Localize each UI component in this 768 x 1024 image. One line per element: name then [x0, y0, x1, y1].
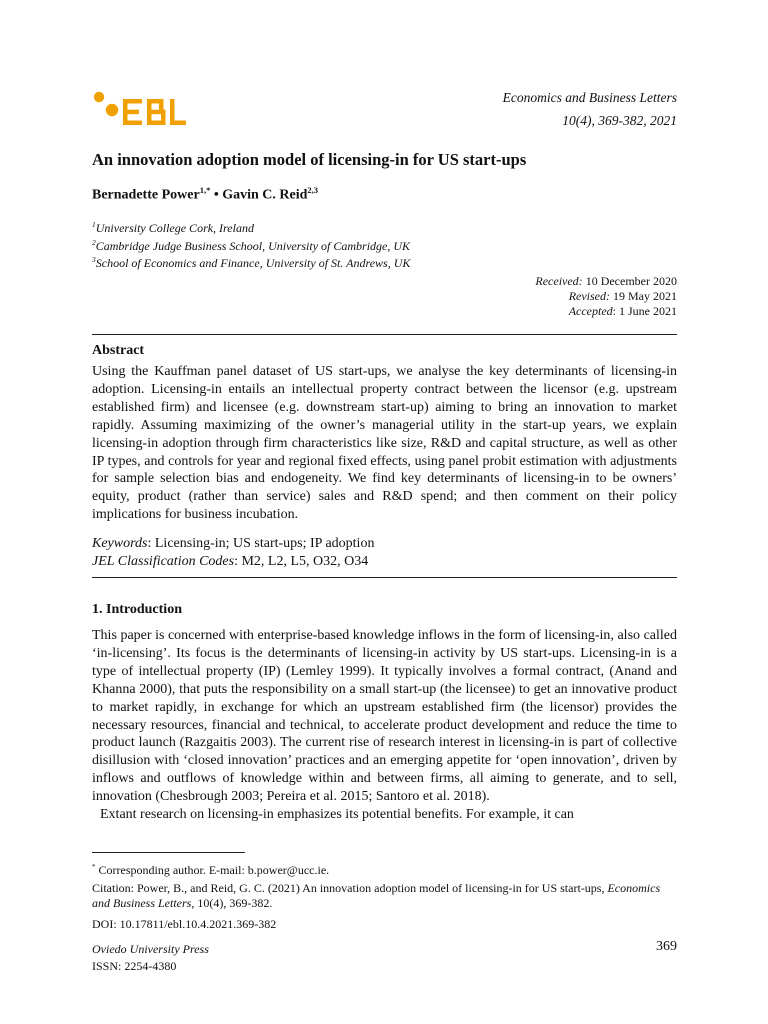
author-name: Bernadette Power [92, 187, 200, 203]
affiliation-mark: 2 [92, 237, 96, 247]
author-marks: 1,* [199, 185, 211, 195]
date-label: Revised: [568, 289, 610, 303]
divider [92, 334, 677, 335]
doi: DOI: 10.17811/ebl.10.4.2021.369-382 [92, 917, 277, 931]
abstract-heading: Abstract [92, 343, 145, 358]
affiliation-item [92, 218, 410, 236]
affiliation-text: University College Cork, Ireland [95, 221, 254, 235]
footnote-text: Corresponding author. E-mail: b.power@ucc.ie. [98, 863, 330, 877]
introduction-paragraph: This paper is concerned with enterprise-based knowledge inflows in the form of licensing-in, also called ‘in-licensing’. Its focus is the determinants of licensing-in activity by US start-ups. Licensing-in is a type of intellectual property (IP) (Lemley 1999). It typically involves a formal contract, (Anand and Khanna 2000), that puts the responsibility on a small start-up (the licensee) to get an innovative product to market rapidly, in exchange for which an upstream established firm (the licensor) provides the necessary resources, financial and technical, to accelerate product development and reduce the time to product launch (Razgaitis 2003). The current rise of research interest in licensing-in is part of collective disillusion with ‘closed innovation’ practices and an emerging appetite for ‘open innovation’, driven by inflows and outflows of knowledge within and between firms, all aiming to generate, and to sell, innovation (Chesbrough 2003; Pereira et al. 2015; Santoro et al. 2018). [92, 628, 677, 805]
affiliation-text: School of Economics and Finance, University of St. Andrews, UK [95, 256, 411, 270]
article-title: An innovation adoption model of licensing-in for US start-ups [92, 150, 527, 169]
keywords-line [92, 535, 374, 553]
citation-text: 10(4), 369-382. [194, 896, 273, 910]
author-marks: 2,3 [307, 185, 319, 195]
date-value: 19 May 2021 [613, 289, 677, 303]
affiliation-item [92, 236, 410, 254]
author-separator: • [213, 187, 219, 203]
keywords-value: : Licensing-in; US start-ups; IP adoption [147, 536, 375, 551]
page-number: 369 [656, 939, 677, 954]
jel-line [92, 553, 374, 571]
date-label: Accepted [568, 304, 613, 318]
received-date [535, 274, 677, 289]
page-footer [92, 941, 209, 975]
citation-text: Citation: Power, B., and Reid, G. C. (2021) An innovation adoption model of licensing-in for US start-ups, [92, 881, 608, 895]
paragraph-text: Extant research on licensing-in emphasizes its potential benefits. For example, it can [100, 807, 574, 822]
date-label: Received: [535, 274, 583, 288]
author-name: Gavin C. Reid [222, 187, 308, 203]
footnote-divider [92, 852, 245, 853]
affiliation-item [92, 253, 410, 271]
introduction-paragraph [92, 806, 677, 824]
author-list [92, 185, 318, 204]
journal-logo [92, 90, 187, 126]
affiliation-text: Cambridge Judge Business School, University of Cambridge, UK [95, 238, 411, 253]
journal-volume: 10(4), 369-382, 2021 [562, 113, 677, 128]
date-value: : 1 June 2021 [612, 304, 677, 318]
affiliation-mark: 3 [92, 255, 96, 264]
issn: ISSN: 2254-4380 [92, 959, 177, 973]
footnote-mark: * [92, 863, 96, 871]
accepted-date [535, 304, 677, 319]
journal-name: Economics and Business Letters [502, 90, 677, 105]
revised-date [535, 289, 677, 304]
jel-value: : M2, L2, L5, O32, O34 [234, 553, 369, 569]
jel-label: JEL Classification Codes [92, 553, 235, 569]
citation-journal: Economics and Business Letters, [92, 881, 661, 910]
affiliation-mark: 1 [92, 220, 96, 229]
article-dates [535, 274, 677, 319]
keywords-block [92, 535, 374, 570]
journal-header [503, 86, 677, 132]
keywords-label: Keywords [92, 536, 148, 551]
abstract-text: Using the Kauffman panel dataset of US start-ups, we analyse the key determinants of licensing-in adoption. Licensing-in entails an intellectual property contract between the licensor (e.g. upstream established firm) and licensee (e.g. downstream start-up) aiming to bring an innovation to market rapidly. Assuming maximizing of the owner’s managerial utility in the start-up years, we explain licensing-in adoption through firm characteristics like size, R&D and capital structure, as well as other IP types, and controls for year and regional fixed effects, using panel probit estimation with adjustments for sample selection bias and endogeneity. We find key determinants of licensing-in to be owners’ equity, product (rather than service) sales and R&D spend; and then comment on their policy implications for business incubation. [92, 364, 677, 523]
publisher-name: Oviedo University Press [92, 942, 209, 956]
divider [92, 577, 677, 578]
citation-footnote [92, 881, 677, 911]
introduction-heading: 1. Introduction [92, 602, 182, 617]
corresponding-footnote [92, 860, 677, 878]
affiliations [92, 218, 410, 271]
date-value: 10 December 2020 [585, 274, 677, 288]
